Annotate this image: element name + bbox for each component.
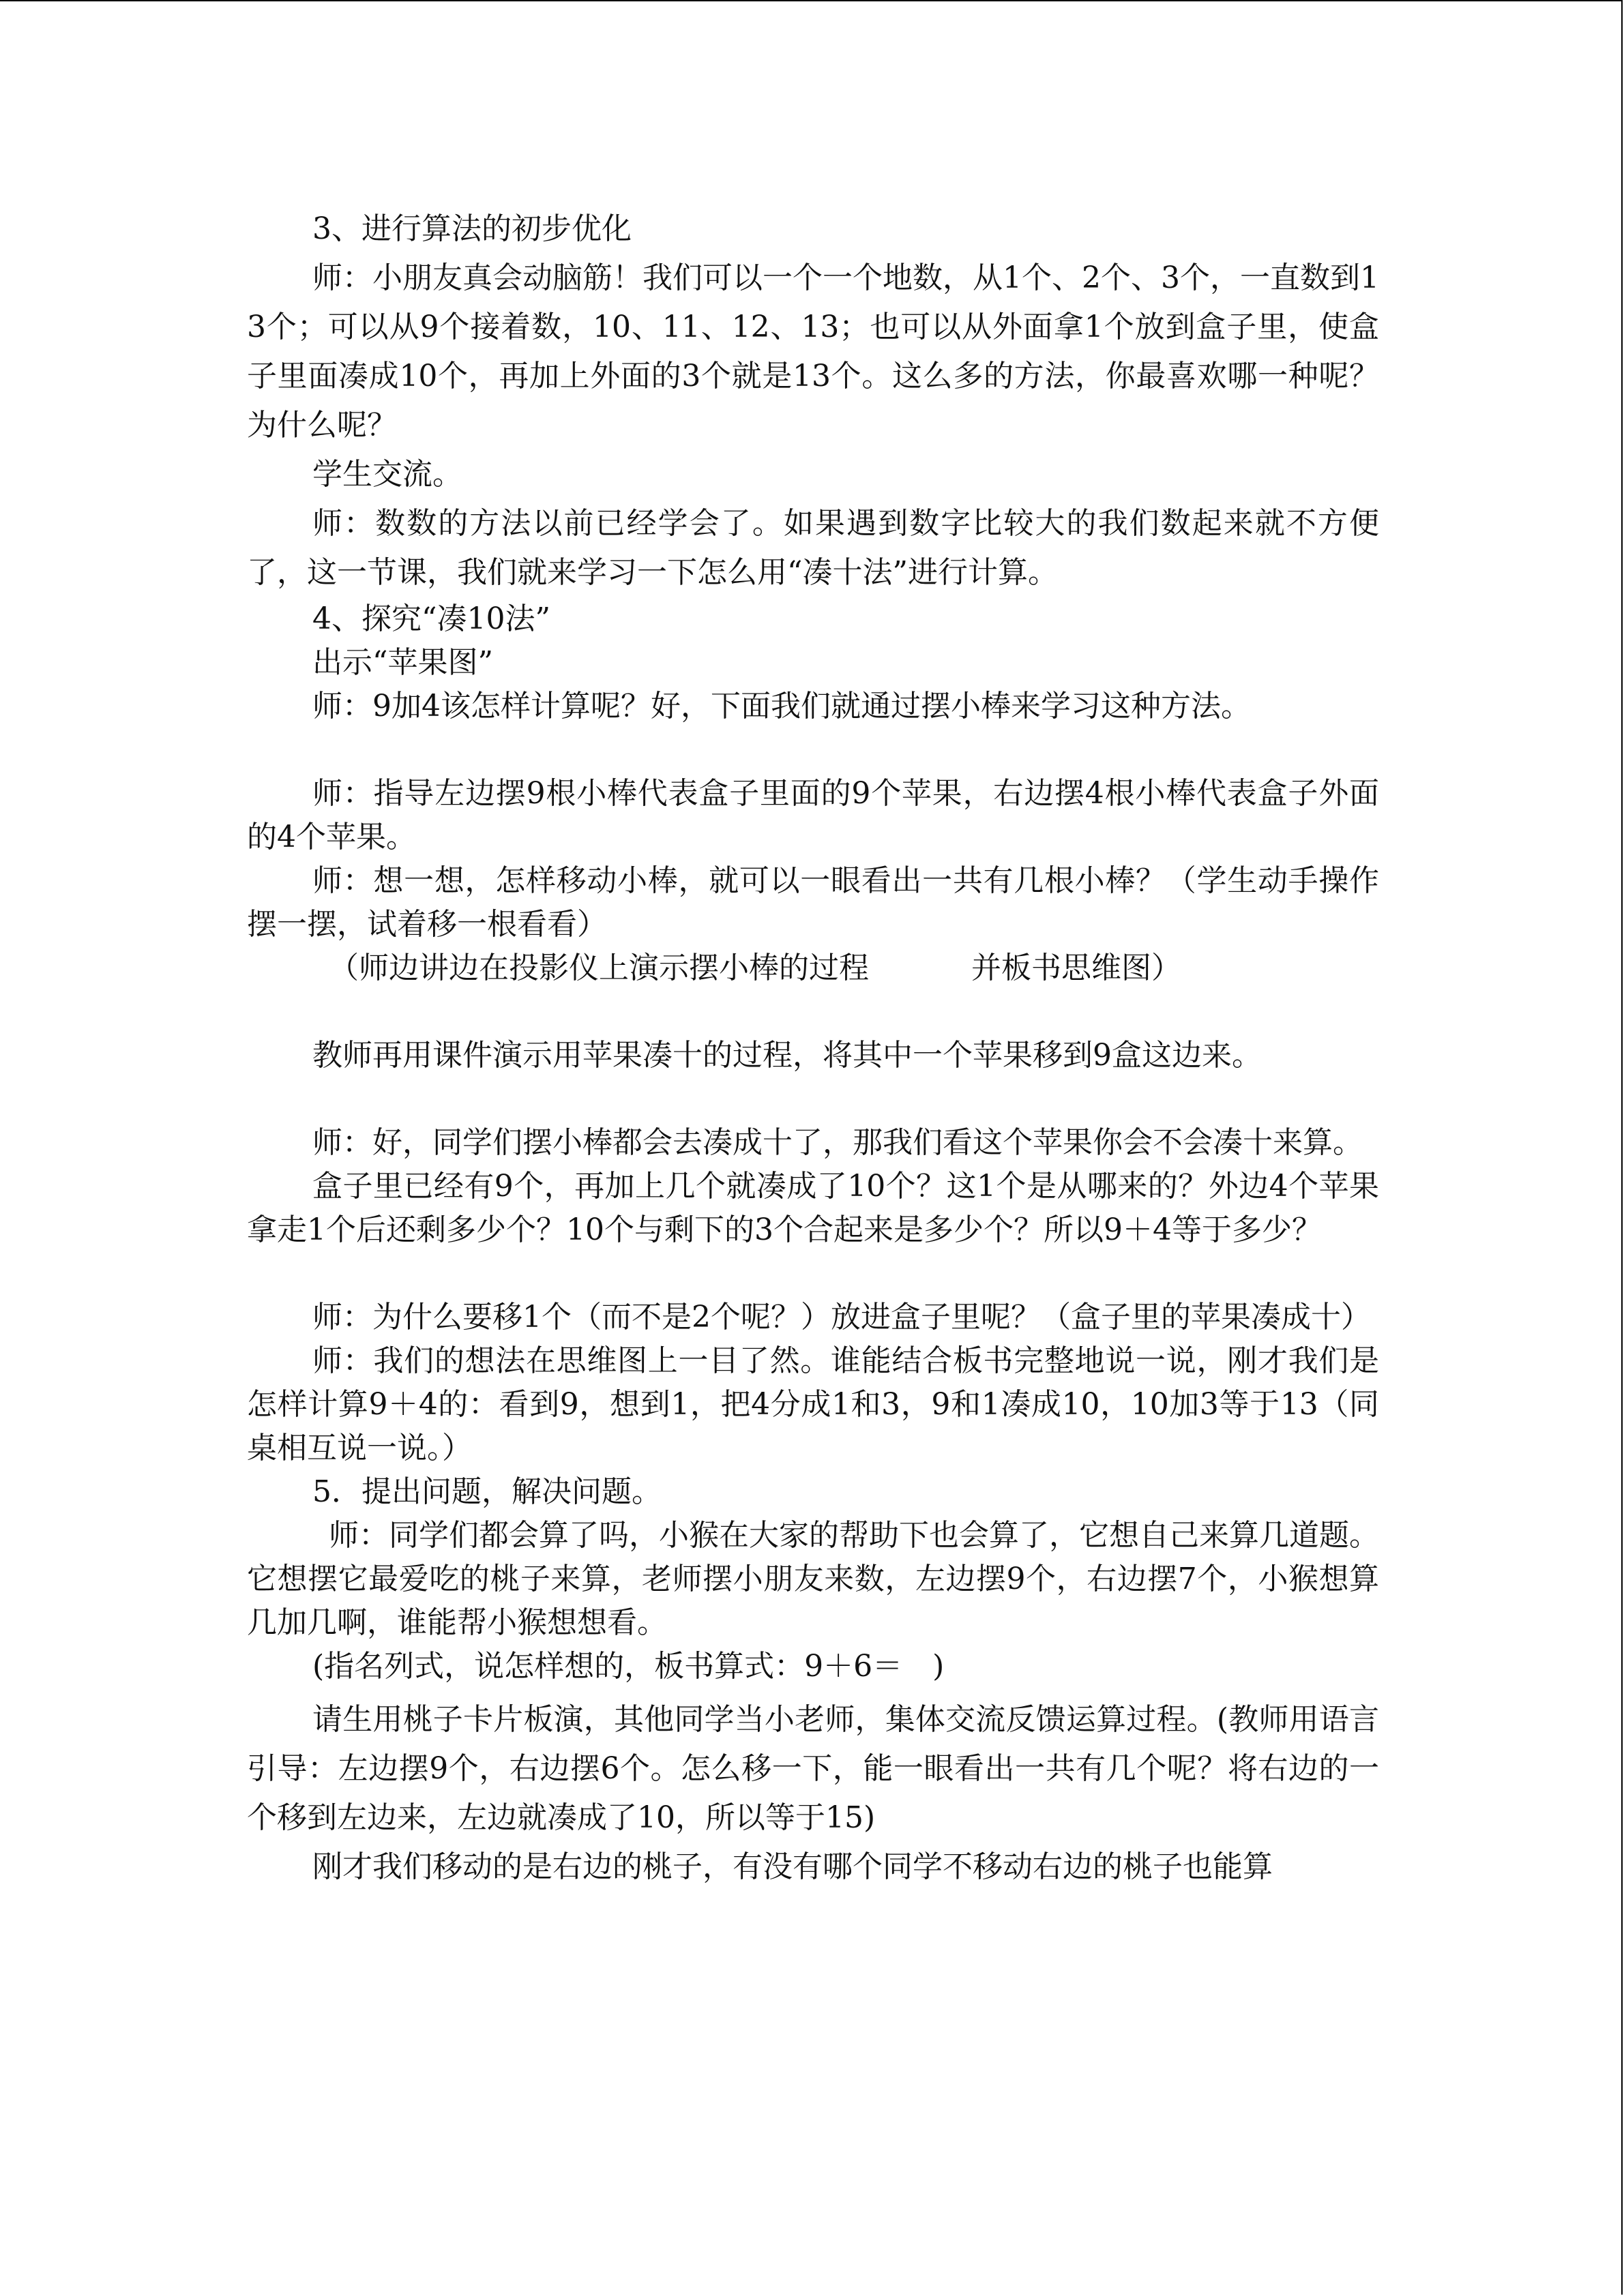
paragraph: 师：数数的方法以前已经学会了。如果遇到数字比较大的我们数起来就不方便了，这一节课，我们就来学习一下怎么用“凑十法”进行计算。 <box>247 506 1379 590</box>
paragraph: 师：好，同学们摆小棒都会去凑成十了，那我们看这个苹果你会不会凑十来算。 <box>312 1125 1363 1160</box>
paragraph: 盒子里已经有9个，再加上几个就凑成了10个？这1个是从哪来的？外边4个苹果拿走1个后还剩多少个？10个与剩下的3个合起来是多少个？所以9＋4等于多少？ <box>247 1169 1379 1247</box>
section-heading: 4、探究“凑10法” <box>312 601 550 636</box>
paragraph: 请生用桃子卡片板演，其他同学当小老师，集体交流反馈运算过程。(教师用语言引导：左边摆9个，右边摆6个。怎么移一下，能一眼看出一共有几个呢？将右边的一个移到左边来，左边就凑成了10，所以等于15) <box>247 1702 1379 1835</box>
blank-line <box>247 1252 1379 1296</box>
spacer <box>247 1688 1379 1695</box>
paragraph: 学生交流。 <box>312 457 462 492</box>
paragraph: 师：想一想，怎样移动小棒，就可以一眼看出一共有几根小棒？（学生动手操作摆一摆，试着移一根看看） <box>247 863 1379 942</box>
paragraph: (指名列式，说怎样想的，板书算式：9＋6＝ ) <box>312 1649 945 1684</box>
paragraph <box>247 946 1379 990</box>
section-heading: 3、进行算法的初步优化 <box>312 211 632 246</box>
blank-line <box>247 990 1379 1034</box>
paragraph: 师：指导左边摆9根小棒代表盒子里面的9个苹果，右边摆4根小棒代表盒子外面的4个苹果。 <box>247 776 1379 854</box>
paragraph: 教师再用课件演示用苹果凑十的过程，将其中一个苹果移到9盒这边来。 <box>312 1038 1262 1073</box>
paragraph-part: （师边讲边在投影仪上演示摆小棒的过程 <box>329 951 869 985</box>
section-heading: 5．提出问题，解决问题。 <box>312 1474 662 1509</box>
blank-line <box>247 728 1379 772</box>
paragraph: 师：我们的想法在思维图上一目了然。谁能结合板书完整地说一说，刚才我们是怎样计算9＋4的：看到9，想到1，把4分成1和3，9和1凑成10，10加3等于13（同桌相互说一说。） <box>247 1343 1379 1465</box>
paragraph: 师：为什么要移1个（而不是2个呢？）放进盒子里呢？（盒子里的苹果凑成十） <box>312 1300 1371 1335</box>
paragraph: 师：9加4该怎样计算呢？好，下面我们就通过摆小棒来学习这种方法。 <box>312 689 1251 724</box>
blank-line <box>247 1077 1379 1121</box>
paragraph-part: 并板书思维图） <box>971 951 1181 985</box>
document-body <box>247 205 1379 1892</box>
paragraph: 师：同学们都会算了吗，小猴在大家的帮助下也会算了，它想自己来算几道题。它想摆它最爱吃的桃子来算，老师摆小朋友来数，左边摆9个，右边摆7个，小猴想算几加几啊，谁能帮小猴想想看。 <box>247 1518 1379 1640</box>
paragraph: 刚才我们移动的是右边的桃子，有没有哪个同学不移动右边的桃子也能算 <box>312 1849 1273 1884</box>
paragraph: 出示“苹果图” <box>312 645 493 680</box>
paragraph: 师：小朋友真会动脑筋！我们可以一个一个地数，从1个、2个、3个，一直数到13个；可以从9个接着数，10、11、12、13；也可以从外面拿1个放到盒子里，使盒子里面凑成10个，再加上外面的3个就是13个。这么多的方法，你最喜欢哪一种呢？为什么呢？ <box>247 260 1379 443</box>
